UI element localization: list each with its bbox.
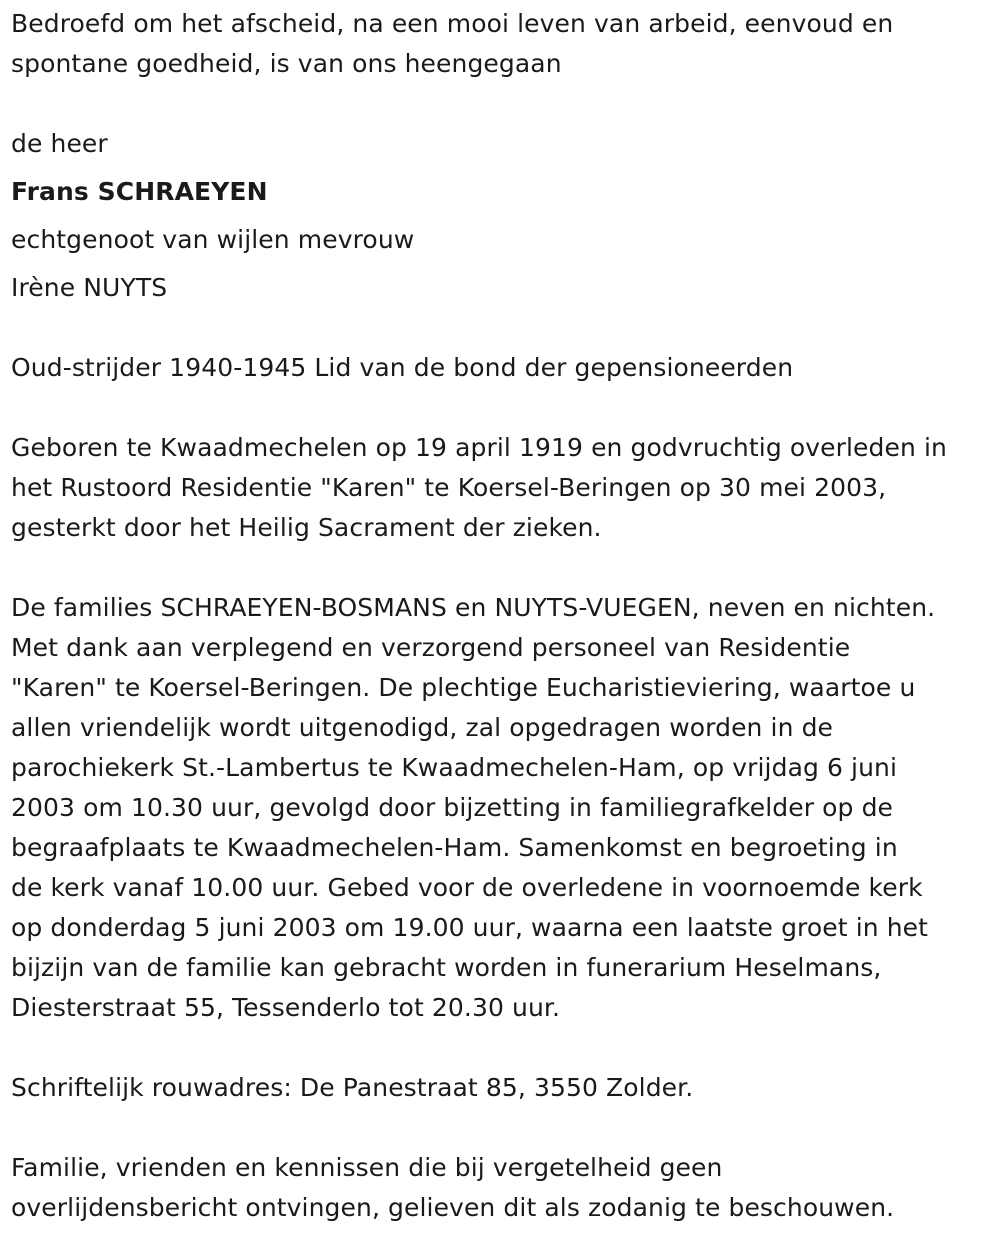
spacer [11, 1028, 993, 1068]
spacer [11, 260, 993, 268]
deceased-name: Frans SCHRAEYEN [11, 177, 268, 206]
mourning-address: Schriftelijk rouwadres: De Panestraat 85, 3550 Zolder. [11, 1073, 694, 1102]
spacer [11, 84, 993, 124]
spacer [11, 1108, 993, 1148]
spacer [11, 548, 993, 588]
intro-paragraph: Bedroefd om het afscheid, na een mooi leven van arbeid, eenvoud en spontane goedheid, is van ons heengegaan [11, 9, 894, 78]
spacer [11, 164, 993, 172]
spacer [11, 212, 993, 220]
affiliation-line: Oud-strijder 1940-1945 Lid van de bond der gepensioneerden [11, 353, 794, 382]
spouse-name: Irène NUYTS [11, 273, 168, 302]
spouse-label: echtgenoot van wijlen mevrouw [11, 225, 415, 254]
birth-death-paragraph: Geboren te Kwaadmechelen op 19 april 1919 en godvruchtig overleden in het Rustoord Residentie "Karen" te Koersel-Beringen op 30 mei 2003, gesterkt door het Heilig Sacrament der zieken. [11, 433, 947, 542]
spacer [11, 388, 993, 428]
spacer [11, 308, 993, 348]
obituary-notice [11, 4, 993, 1228]
families-service-paragraph: De families SCHRAEYEN-BOSMANS en NUYTS-VUEGEN, neven en nichten. Met dank aan verplegend en verzorgend personeel van Residentie "Karen" te Koersel-Beringen. De plechtige Eucharistieviering, waartoe u allen vriendelijk wordt uitgenodigd, zal opgedragen worden in de parochiekerk St.-Lambertus te Kwaadmechelen-Ham, op vrijdag 6 juni 2003 om 10.30 uur, gevolgd door bijzetting in familiegrafkelder op de begraafplaats te Kwaadmechelen-Ham. Samenkomst en begroeting in de kerk vanaf 10.00 uur. Gebed voor de overledene in voornoemde kerk op donderdag 5 juni 2003 om 19.00 uur, waarna een laatste groet in het bijzijn van de familie kan gebracht worden in funerarium Heselmans, Diesterstraat 55, Tessenderlo tot 20.30 uur. [11, 593, 936, 1022]
closing-paragraph: Familie, vrienden en kennissen die bij vergetelheid geen overlijdensbericht ontvingen, gelieven dit als zodanig te beschouwen. [11, 1153, 895, 1222]
title-line: de heer [11, 129, 108, 158]
